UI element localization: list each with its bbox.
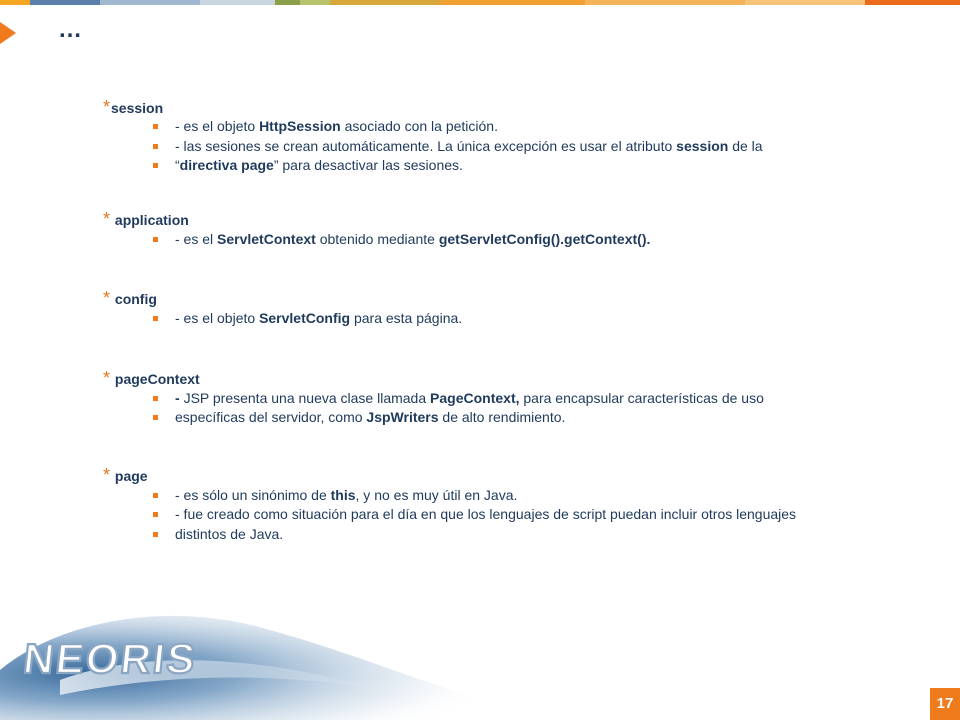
bullet-square-icon — [153, 512, 158, 517]
bullet-text: - las sesiones se crean automáticamente. La única excepción es usar el atributo — [175, 137, 677, 154]
bullet-square-icon — [153, 237, 158, 242]
bullet-item — [103, 408, 923, 428]
bold-term: this — [330, 486, 356, 503]
bullet-item — [103, 505, 923, 525]
bullet-text: para encapsular características de uso — [519, 389, 764, 406]
bullet-square-icon — [153, 144, 158, 149]
section-heading-label: page — [114, 467, 148, 484]
bold-term: session — [676, 137, 729, 154]
asterisk-icon: * — [103, 464, 111, 485]
bullet-text: obtenido mediante — [315, 230, 439, 247]
bullet-text: JSP presenta una nueva clase llamada — [183, 389, 431, 406]
bullet-text: “ — [175, 157, 180, 173]
bullet-item — [103, 309, 923, 329]
section-heading-label: pageContext — [114, 370, 200, 387]
bullet-square-icon — [153, 396, 158, 401]
bullet-text: específicas del servidor, como — [175, 409, 367, 425]
neoris-logo — [0, 560, 520, 720]
logo-swoosh-graphic — [0, 560, 520, 720]
bullet-text: - es sólo un sinónimo de — [175, 486, 331, 503]
asterisk-icon: * — [103, 288, 111, 308]
bold-term: JspWriters — [366, 409, 439, 425]
section-application-list — [103, 230, 923, 250]
section-heading — [103, 96, 923, 118]
section-session-list — [103, 117, 923, 176]
bold-term: ServletConfig — [259, 310, 351, 326]
bullet-text: , y no es muy útil en Java. — [355, 486, 518, 503]
bold-term: ServletContext — [217, 230, 316, 247]
bullet-square-icon — [153, 493, 158, 498]
asterisk-icon: * — [103, 208, 111, 229]
section-page-list — [103, 486, 923, 545]
section-config — [103, 287, 923, 309]
bullet-item — [103, 486, 923, 506]
bullet-text: para esta página. — [350, 310, 463, 326]
bold-term: PageContext, — [430, 389, 520, 406]
bullet-text: - fue creado como situación para el día en que los lenguajes de script puedan incluir otros lenguajes — [175, 506, 797, 522]
bullet-item — [103, 137, 923, 157]
section-application — [103, 208, 923, 230]
slide-title: … — [58, 16, 83, 43]
bullet-item — [103, 525, 923, 545]
bold-term: - — [175, 389, 184, 406]
section-session — [103, 96, 923, 117]
top-color-bar — [0, 0, 960, 5]
bullet-item — [103, 156, 923, 176]
section-heading-label: config — [114, 291, 157, 307]
bold-term: getServletConfig().getContext(). — [438, 230, 651, 247]
logo-text: NEORIS — [21, 635, 200, 682]
section-heading-label: session — [111, 100, 164, 116]
bullet-text: - es el — [175, 230, 218, 247]
bullet-square-icon — [153, 163, 158, 168]
bullet-text: - es el objeto — [175, 118, 260, 134]
bullet-text: de la — [728, 137, 763, 154]
bullet-item — [103, 230, 923, 250]
asterisk-icon: * — [103, 97, 111, 117]
bullet-text: de alto rendimiento. — [438, 409, 566, 425]
bullet-text: ” para desactivar las sesiones. — [273, 157, 463, 173]
slide-content — [103, 96, 923, 544]
section-pagecontext — [103, 367, 923, 389]
section-page — [103, 464, 923, 486]
bullet-text: - es el objeto — [175, 310, 260, 326]
bullet-text: distintos de Java. — [175, 525, 284, 542]
bullet-square-icon — [153, 316, 158, 321]
bullet-text: asociado con la petición. — [340, 118, 498, 134]
asterisk-icon: * — [103, 367, 111, 388]
page-number-badge: 17 — [930, 688, 960, 720]
bullet-square-icon — [153, 532, 158, 537]
bold-term: HttpSession — [259, 118, 341, 134]
section-heading-label: application — [114, 211, 189, 228]
bullet-item — [103, 389, 923, 409]
title-arrow-icon — [0, 22, 16, 44]
section-pagecontext-list — [103, 389, 923, 428]
bold-term: directiva page — [179, 157, 274, 173]
bullet-square-icon — [153, 124, 158, 129]
section-config-list — [103, 309, 923, 329]
bullet-item — [103, 117, 923, 137]
bullet-square-icon — [153, 415, 158, 420]
